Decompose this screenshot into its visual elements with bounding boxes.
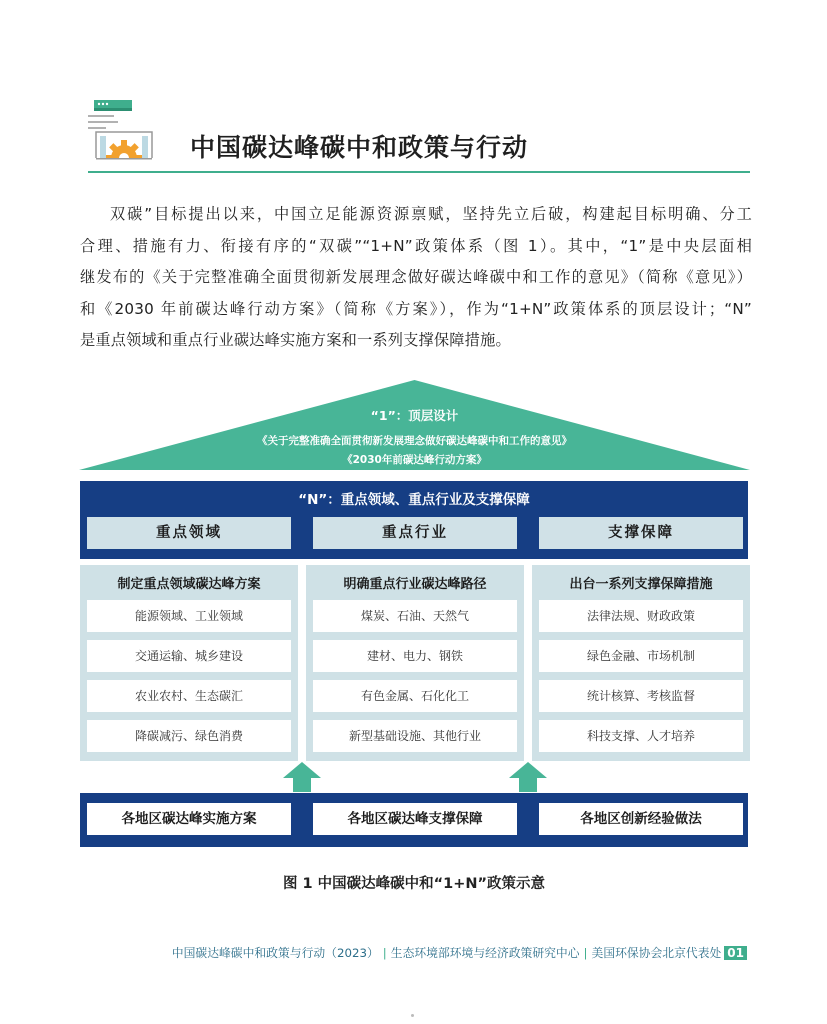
intro-line: 是重点领域和重点行业碳达峰实施方案和一系列支撑保障措施。 (80, 331, 511, 349)
list-item: 有色金属、石化化工 (313, 680, 517, 712)
list-item: 科技支撑、人才培养 (539, 720, 743, 752)
intro-line: 合理、措施有力、衔接有序的“双碳”“1+N”政策体系（图 1）。其中，“1”是中央层面相 (80, 236, 752, 255)
list-item: 交通运输、城乡建设 (87, 640, 291, 672)
list-item: 统计核算、考核监督 (539, 680, 743, 712)
list-item: 降碳减污、绿色消费 (87, 720, 291, 752)
page-mark (411, 1014, 414, 1017)
footer-org-1: 生态环境部环境与经济政策研究中心 (390, 946, 580, 960)
regional-box: 各地区碳达峰实施方案 (87, 803, 291, 835)
regional-box: 各地区创新经验做法 (539, 803, 743, 835)
figure-caption: 图 1 中国碳达峰碳中和“1+N”政策示意 (282, 876, 546, 892)
page-number: 01 (724, 946, 747, 960)
column-heading: 明确重点行业碳达峰路径 (343, 577, 487, 592)
roof-line-action-plan: 《2030年前碳达峰行动方案》 (342, 454, 487, 466)
intro-line: 双碳”目标提出以来，中国立足能源资源禀赋，坚持先立后破，构建起目标明确、分工 (110, 205, 752, 223)
list-item: 建材、电力、钢铁 (313, 640, 517, 672)
list-item: 煤炭、石油、天然气 (313, 600, 517, 632)
title-underline (88, 171, 750, 173)
footer-separator: | (382, 946, 387, 960)
n-box-key-areas: 重点领域 (87, 517, 291, 549)
list-item: 绿色金融、市场机制 (539, 640, 743, 672)
column-heading: 出台一系列支撑保障措施 (569, 577, 713, 592)
n-band-title: “N”：重点领域、重点行业及支撑保障 (298, 492, 530, 508)
footer-separator: | (583, 946, 588, 960)
n-box-support: 支撑保障 (539, 517, 743, 549)
roof-line-opinions: 《关于完整准确全面贯彻新发展理念做好碳达峰碳中和工作的意见》 (257, 435, 572, 447)
footer-report-title: 中国碳达峰碳中和政策与行动（2023） (171, 946, 379, 960)
roof-title: “1”：顶层设计 (370, 408, 459, 423)
column-heading: 制定重点领域碳达峰方案 (117, 577, 261, 592)
page-footer (172, 944, 747, 961)
list-item: 新型基础设施、其他行业 (313, 720, 517, 752)
section-title: 中国碳达峰碳中和政策与行动 (190, 133, 529, 162)
document-gear-icon (88, 98, 168, 172)
list-item: 能源领域、工业领域 (87, 600, 291, 632)
footer-org-2: 美国环保协会北京代表处 (591, 946, 722, 960)
intro-line: 继发布的《关于完整准确全面贯彻新发展理念做好碳达峰碳中和工作的意见》（简称《意见》） (80, 268, 752, 286)
list-item: 法律法规、财政政策 (539, 600, 743, 632)
list-item: 农业农村、生态碳汇 (87, 680, 291, 712)
n-box-key-industries: 重点行业 (313, 517, 517, 549)
up-arrow-icon (283, 762, 321, 792)
intro-line: 和《2030 年前碳达峰行动方案》（简称《方案》），作为“1+N”政策体系的顶层设计；“N” (80, 299, 752, 318)
up-arrow-icon (509, 762, 547, 792)
regional-box: 各地区碳达峰支撑保障 (313, 803, 517, 835)
intro-paragraph (80, 199, 752, 357)
